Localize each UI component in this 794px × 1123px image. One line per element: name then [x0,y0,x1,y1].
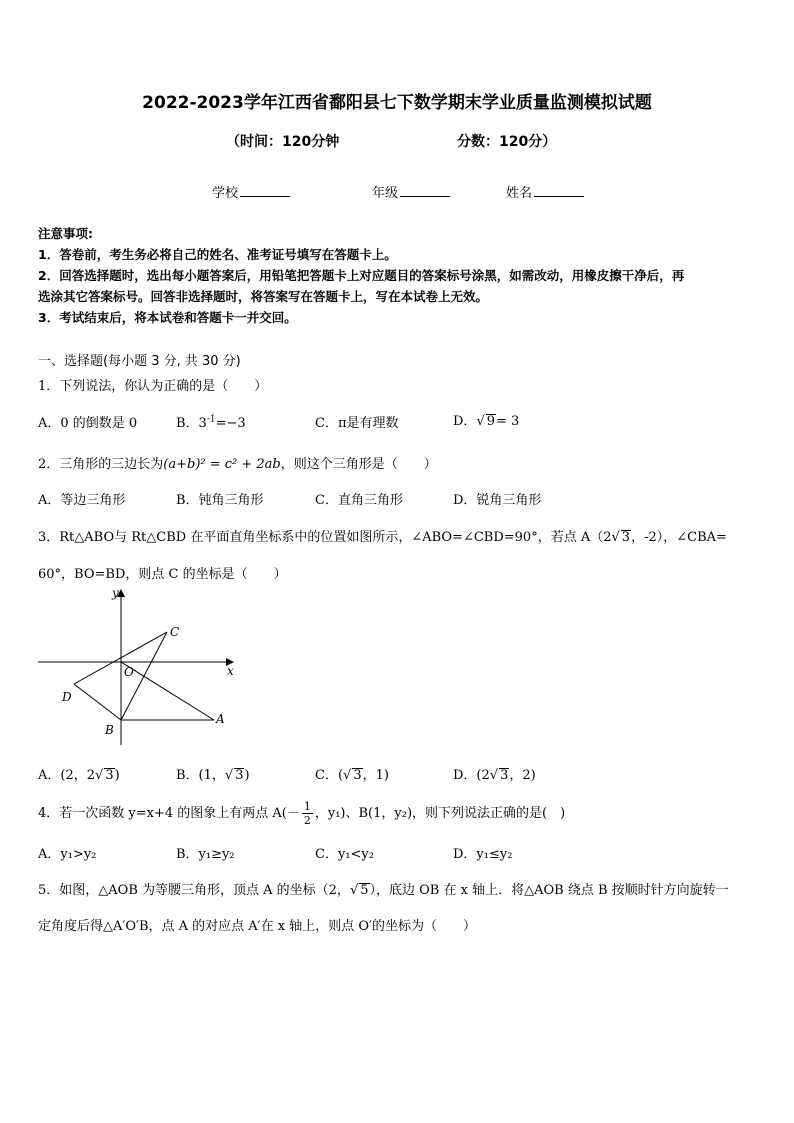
grade-blank[interactable] [400,184,450,197]
exam-time: （时间：120分钟 [226,134,340,150]
q4-stem: 4．若一次函数 y=x+4 的图象上有两点 A(－ $\frac{1}{2}$ ，y₁)、B(1，y₂)，则下列说法正确的是( ) [38,800,566,827]
label-C: C [170,625,180,639]
segment-OA [121,662,214,720]
section-heading: 一、选择题(每小题 3 分, 共 30 分) [38,354,241,369]
notice-item-2-cont: 选涂其它答案标号。回答非选择题时，将答案写在答题卡上，写在本试卷上无效。 [38,289,489,304]
q1-option-c: C．π是有理数 [315,416,399,431]
exam-score: 分数：120分） [457,134,557,150]
q2-stem: 2．三角形的三边长为(a+b)² = c² + 2ab，则这个三角形是（ ） [38,457,437,472]
q3-option-b: B．(1，√ 3) [176,768,250,783]
q5-stem-line2: 定角度后得△A′O′B，点 A 的对应点 A′在 x 轴上，则点 O′的坐标为（ ） [38,919,476,934]
grade-label: 年级 [372,186,399,201]
name-blank[interactable] [534,184,584,197]
school-label: 学校 [212,186,239,201]
q2-formula: (a+b)² = c² + 2ab [163,457,281,472]
q2-option-d: D．锐角三角形 [453,493,542,508]
q2-option-a: A．等边三角形 [38,493,126,508]
q4-option-c: C．y₁<y₂ [315,847,374,862]
q3-stem-line1: 3．Rt△ABO与 Rt△CBD 在平面直角坐标系中的位置如图所示，∠ABO=∠CBD=90°，若点 A（2√ 3，-2），∠CBA= [38,530,727,545]
school-blank[interactable] [240,184,290,197]
q1-option-a: A．0 的倒数是 0 [38,416,138,431]
q1-stem: 1．下列说法，你认为正确的是（ ） [38,379,268,394]
label-x: x [227,664,234,678]
q4-option-d: D．y₁≤y₂ [453,847,513,862]
notice-item-1: 1．答卷前，考生务必将自己的姓名、准考证号填写在答题卡上。 [38,247,397,262]
q1-option-d: D．√ 9= 3 [453,414,520,429]
notice-item-3: 3．考试结束后，将本试卷和答题卡一并交回。 [38,310,297,325]
label-B: B [105,723,114,737]
q2-option-c: C．直角三角形 [315,493,403,508]
name-label: 姓名 [506,186,533,201]
q3-figure [34,585,244,750]
q3-stem-line2: 60°，BO=BD，则点 C 的坐标是（ ） [38,567,287,582]
q3-option-c: C．(√ 3，1) [315,768,389,783]
school-field [212,182,290,201]
label-y: y [112,586,119,600]
q3-option-a: A．(2，2√ 3) [38,768,120,783]
q3-option-d: D．(2√ 3，2) [453,768,536,783]
label-A: A [216,712,225,726]
label-O: O [124,665,134,679]
q2-option-b: B．钝角三角形 [176,493,264,508]
name-field [506,182,584,201]
notice-item-2: 2．回答选择题时，选出每小题答案后，用铅笔把答题卡上对应题目的答案标号涂黑，如需改动，用橡皮擦干净后，再 [38,268,685,283]
segment-DB [74,684,121,720]
page-title: 2022-2023学年江西省鄱阳县七下数学期末学业质量监测模拟试题 [142,93,652,113]
q5-stem-line1: 5．如图，△AOB 为等腰三角形，顶点 A 的坐标（2，√ 5），底边 OB 在 x 轴上．将△AOB 绕点 B 按顺时针方向旋转一 [38,883,729,898]
q1-option-b: B．$3^{-1}=-3$ [176,414,246,431]
label-D: D [62,690,72,704]
q4-option-b: B．y₁≥y₂ [176,847,235,862]
q4-option-a: A．y₁>y₂ [38,847,97,862]
notice-heading: 注意事项: [38,226,93,241]
q4-fraction: $\frac{1}{2}$ [303,800,311,827]
grade-field [372,182,450,201]
